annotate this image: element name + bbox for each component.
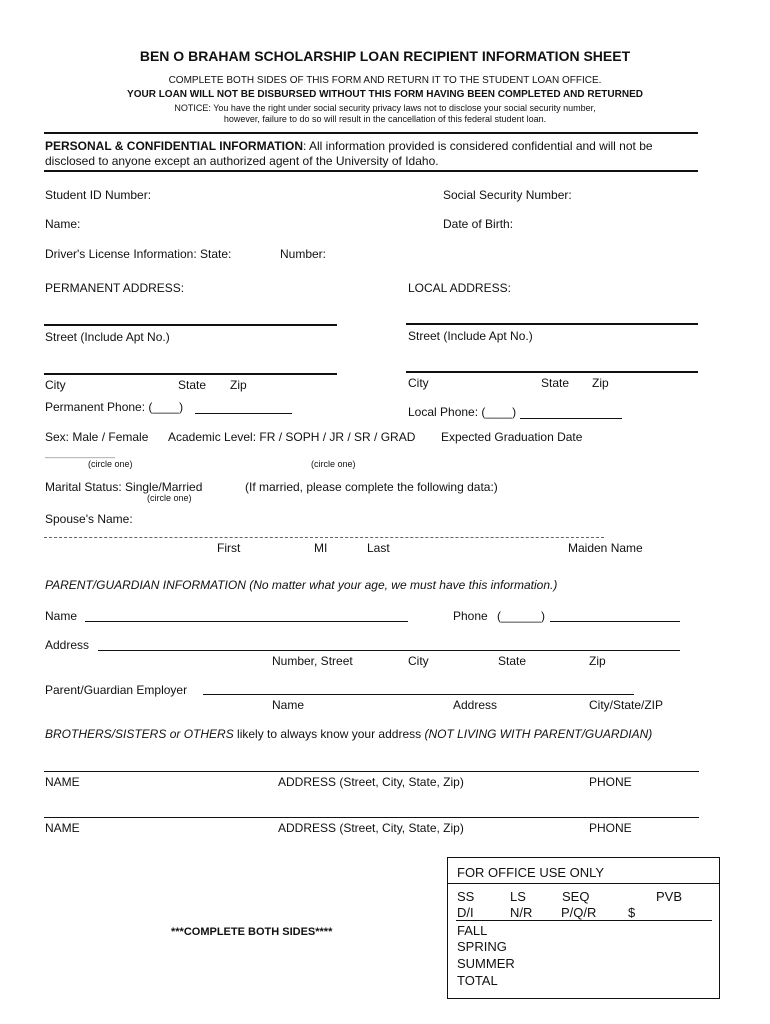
office-use-box [447,857,720,999]
siblings-heading-c: (NOT LIVING WITH PARENT/GUARDIAN) [424,727,653,741]
warning-line: YOUR LOAN WILL NOT BE DISBURSED WITHOUT THIS FORM HAVING BEEN COMPLETED AND RETURNED [127,89,643,100]
permanent-address-label: PERMANENT ADDRESS: [45,281,185,295]
complete-both-sides: ***COMPLETE BOTH SIDES**** [171,926,333,938]
parent-phone-line[interactable] [550,621,680,622]
office-pvb: PVB [656,889,683,904]
city-label: City [408,654,429,668]
office-rule [456,920,712,921]
siblings-heading [45,727,652,741]
mi-label: MI [314,541,328,555]
office-ss: SS [457,889,475,904]
office-summer: SUMMER [457,956,515,971]
sibling-address-label: ADDRESS (Street, City, State, Zip) [278,821,464,835]
zip-label: Zip [592,376,609,390]
sibling-line-1[interactable] [44,771,699,772]
marital-status-field[interactable]: Marital Status: Single/Married [45,480,203,494]
siblings-heading-a: BROTHERS/SISTERS or OTHERS [45,727,234,741]
confidential-text-2: disclosed to anyone except an authorized agent of the University of Idaho. [45,154,439,168]
graduation-blank: ______________ [45,448,116,458]
office-spring: SPRING [457,939,507,954]
sibling-address-label: ADDRESS (Street, City, State, Zip) [278,775,464,789]
local-phone-field[interactable]: Local Phone: (____) [408,405,517,419]
parent-phone-label: Phone [453,609,488,623]
city-label: City [45,378,66,392]
local-city-line[interactable] [406,371,698,373]
zip-label: Zip [589,654,606,668]
parent-name-label: Name [45,609,78,623]
spouse-name-field[interactable]: Spouse's Name: [45,512,133,526]
parent-address-label: Address [45,638,90,652]
permanent-city-line[interactable] [44,373,337,375]
confidential-notice [45,139,653,153]
permanent-phone-field[interactable]: Permanent Phone: (____) [45,400,184,414]
sibling-name-label: NAME [45,821,80,835]
office-divider [448,883,719,884]
sibling-line-2[interactable] [44,817,699,818]
employer-address-label: Address [453,698,498,712]
state-label: State [178,378,207,392]
office-fall: FALL [457,923,488,938]
graduation-date-field[interactable]: Expected Graduation Date [441,430,583,444]
state-label: State [498,654,527,668]
circle-one-note: (circle one) [147,493,192,503]
permanent-phone-line[interactable] [195,413,292,414]
section-divider [44,170,698,172]
employer-csz-label: City/State/ZIP [589,698,664,712]
student-id-field[interactable]: Student ID Number: [45,188,152,202]
office-title: FOR OFFICE USE ONLY [457,865,605,880]
last-label: Last [367,541,390,555]
circle-one-note: (circle one) [311,459,356,469]
license-number-field[interactable]: Number: [280,247,327,261]
academic-level-field[interactable]: Academic Level: FR / SOPH / JR / SR / GRAD [168,430,416,444]
notice-line-2: however, failure to do so will result in the cancellation of this federal student loan. [223,114,547,124]
office-ls: LS [510,889,526,904]
employer-label: Parent/Guardian Employer [45,683,188,697]
parent-phone-field[interactable]: (______) [497,609,546,623]
first-label: First [217,541,241,555]
circle-one-note: (circle one) [88,459,133,469]
maiden-name-label: Maiden Name [568,541,643,555]
parent-heading: PARENT/GUARDIAN INFORMATION (No matter what your age, we must have this information.) [45,578,558,592]
siblings-heading-b: likely to always know your address [233,727,425,741]
notice-line-1: NOTICE: You have the right under social security privacy laws not to disclose your social security number, [174,103,596,113]
street-label: Street (Include Apt No.) [408,329,533,343]
office-di: D/I [457,905,474,920]
name-field[interactable]: Name: [45,217,81,231]
sex-field[interactable]: Sex: Male / Female [45,430,149,444]
spouse-name-line[interactable] [44,537,604,538]
local-street-line[interactable] [406,323,698,325]
city-label: City [408,376,429,390]
office-seq: SEQ [562,889,590,904]
sibling-name-label: NAME [45,775,80,789]
parent-name-line[interactable] [85,621,408,622]
office-pqr: P/Q/R [561,905,597,920]
instruction-line: COMPLETE BOTH SIDES OF THIS FORM AND RETURN IT TO THE STUDENT LOAN OFFICE. [168,75,602,86]
office-dollar: $ [628,905,636,920]
married-note: (If married, please complete the following data:) [245,480,498,494]
dob-field[interactable]: Date of Birth: [443,217,514,231]
local-address-label: LOCAL ADDRESS: [408,281,511,295]
confidential-text: : All information provided is considered confidential and will not be [303,139,653,153]
office-nr: N/R [510,905,533,920]
license-state-field[interactable]: Driver's License Information: State: [45,247,232,261]
employer-line[interactable] [203,694,634,695]
local-phone-line[interactable] [520,418,622,419]
sibling-phone-label: PHONE [589,775,632,789]
street-label: Street (Include Apt No.) [45,330,170,344]
parent-address-line[interactable] [98,650,680,651]
permanent-street-line[interactable] [44,324,337,326]
office-total: TOTAL [457,973,498,988]
zip-label: Zip [230,378,247,392]
number-street-label: Number, Street [272,654,353,668]
page-title: BEN O BRAHAM SCHOLARSHIP LOAN RECIPIENT INFORMATION SHEET [139,48,631,64]
ssn-field[interactable]: Social Security Number: [443,188,572,202]
header-divider [44,132,698,134]
sibling-phone-label: PHONE [589,821,632,835]
employer-name-label: Name [272,698,305,712]
confidential-heading: PERSONAL & CONFIDENTIAL INFORMATION [45,139,303,153]
state-label: State [541,376,570,390]
